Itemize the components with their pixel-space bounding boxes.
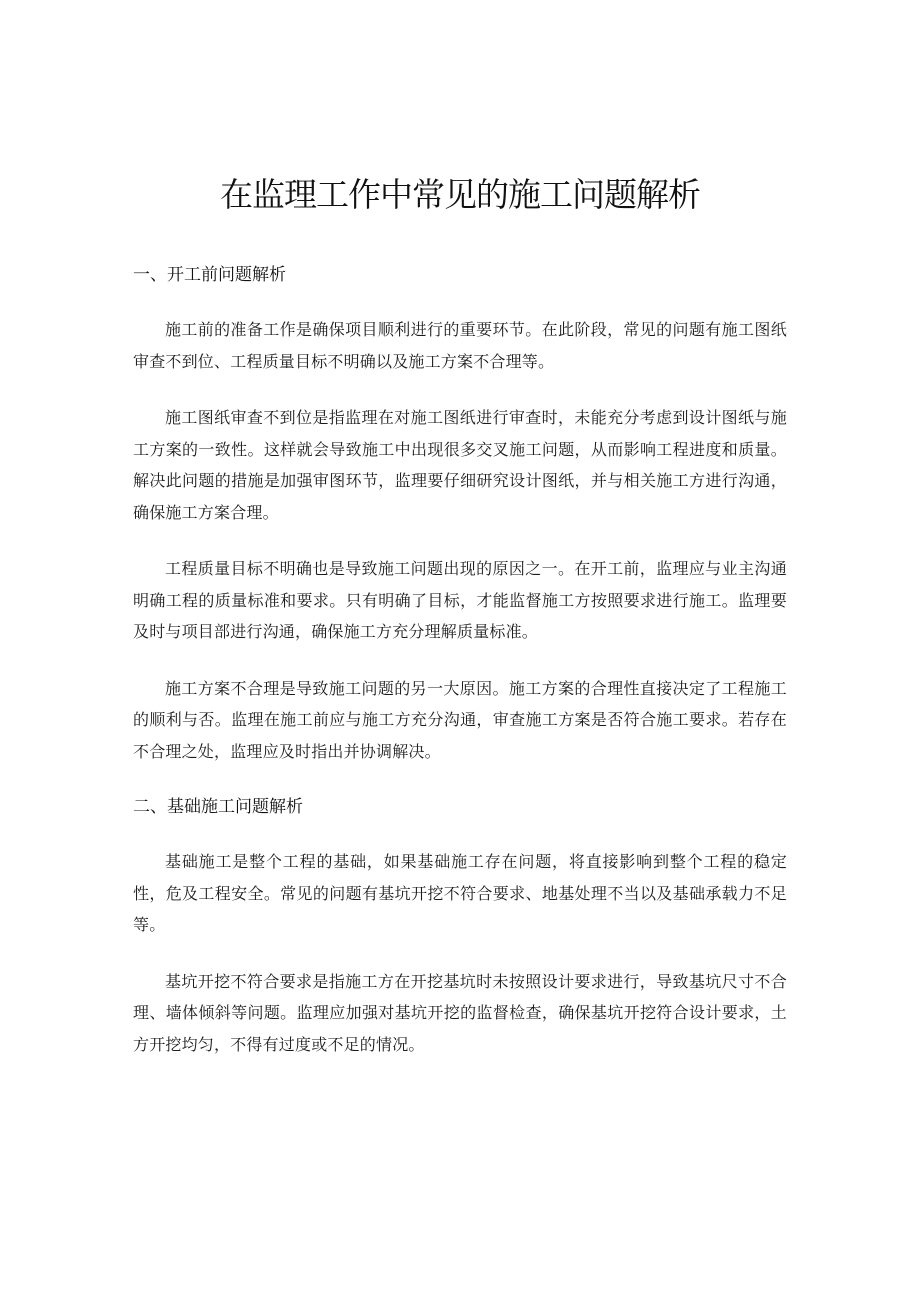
- section-1: [133, 260, 787, 767]
- paragraph: 基坑开挖不符合要求是指施工方在开挖基坑时未按照设计要求进行，导致基坑尺寸不合理、墙体倾斜等问题。监理应加强对基坑开挖的监督检查，确保基坑开挖符合设计要求，土方开挖均匀，不得有过度或不足的情况。: [133, 971, 787, 1054]
- page-title: 在监理工作中常见的施工问题解析: [220, 175, 700, 214]
- document-page: [133, 170, 787, 1085]
- paragraph: 施工方案不合理是导致施工问题的另一大原因。施工方案的合理性直接决定了工程施工的顺利与否。监理在施工前应与施工方充分沟通，审查施工方案是否符合施工要求。若存在不合理之处，监理应及时指出并协调解决。: [133, 678, 787, 761]
- section-heading: 二、基础施工问题解析: [133, 797, 303, 817]
- paragraph: 工程质量目标不明确也是导致施工问题出现的原因之一。在开工前，监理应与业主沟通明确工程的质量标准和要求。只有明确了目标，才能监督施工方按照要求进行施工。监理要及时与项目部进行沟通，确保施工方充分理解质量标准。: [133, 559, 787, 641]
- paragraph: 基础施工是整个工程的基础，如果基础施工存在问题，将直接影响到整个工程的稳定性，危及工程安全。常见的问题有基坑开挖不符合要求、地基处理不当以及基础承载力不足等。: [133, 852, 787, 934]
- section-heading: 一、开工前问题解析: [133, 265, 286, 285]
- paragraph: 施工图纸审查不到位是指监理在对施工图纸进行审查时，未能充分考虑到设计图纸与施工方案的一致性。这样就会导致施工中出现很多交叉施工问题，从而影响工程进度和质量。解决此问题的措施是加强审图环节，监理要仔细研究设计图纸，并与相关施工方进行沟通，确保施工方案合理。: [133, 408, 787, 522]
- paragraph: 施工前的准备工作是确保项目顺利进行的重要环节。在此阶段，常见的问题有施工图纸审查不到位、工程质量目标不明确以及施工方案不合理等。: [133, 320, 787, 371]
- section-2: [133, 792, 787, 1060]
